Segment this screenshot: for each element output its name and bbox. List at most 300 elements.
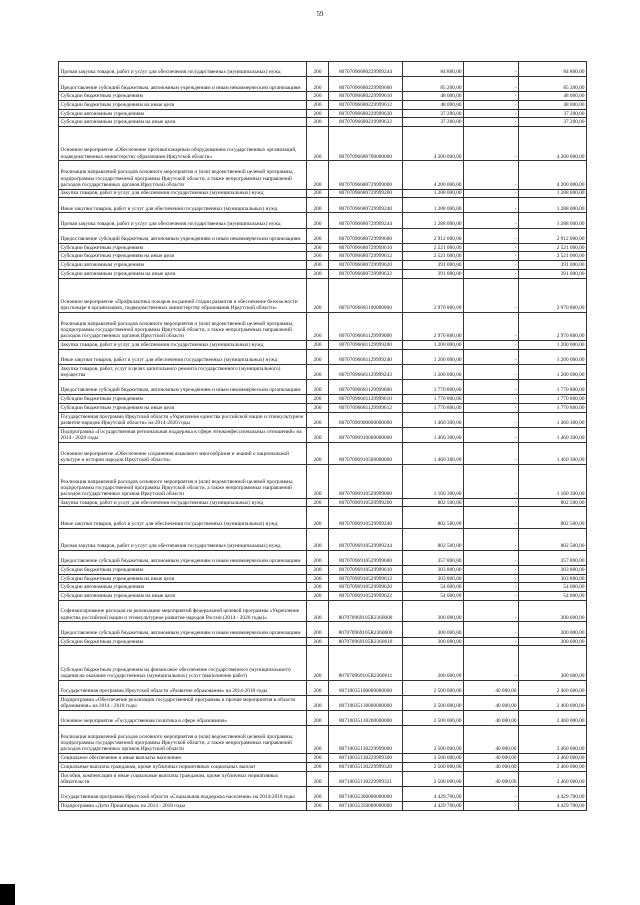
row-amount-cell: 85 200,00 — [403, 77, 464, 92]
row-csr-cell: 80707096910000000000 — [329, 427, 403, 442]
row-csr-cell: 80707096680229999620 — [329, 109, 403, 118]
row-total-cell: 2 460 000,00 — [519, 762, 587, 771]
row-change-cell: - — [464, 403, 519, 412]
table-row — [59, 771, 587, 786]
row-name-cell: Подпрограмма «Государственная региональная поддержка в сфере этноконфессиональных отношений» на 2014 - 2020 годы — [59, 427, 307, 442]
row-csr-cell: 80707096681129999000 — [329, 312, 403, 340]
row-csr-cell: 80707096680729999622 — [329, 269, 403, 278]
row-change-cell: - — [464, 464, 519, 498]
row-name-cell: Софинансирование расходов на реализацию мероприятий федеральной целевой программы «Укрепление единства российской нации и этнокультурное развитие народов России (2014 - 2020 годы)» — [59, 600, 307, 622]
row-csr-cell: 80707096910529999620 — [329, 583, 403, 592]
row-change-cell: - — [464, 243, 519, 252]
row-glv-cell: 200 — [307, 529, 329, 551]
row-glv-cell: 200 — [307, 77, 329, 92]
row-csr-cell: 80707096910529999200 — [329, 498, 403, 507]
table-row — [59, 498, 587, 507]
row-name-cell: Субсидии бюджетным учреждениям на иные цели — [59, 252, 307, 261]
table-row — [59, 442, 587, 464]
row-glv-cell: 200 — [307, 507, 329, 529]
row-total-cell: 2 460 000,00 — [519, 726, 587, 754]
row-csr-cell: 80707096681129999243 — [329, 364, 403, 379]
table-row — [59, 529, 587, 551]
row-name-cell: Иные закупки товаров, работ и услуг для обеспечения государственных (муниципальных) нужд — [59, 198, 307, 213]
row-csr-cell: 807070969105R2360000 — [329, 600, 403, 622]
row-csr-cell: 80707096681129999612 — [329, 403, 403, 412]
row-change-cell: - — [464, 127, 519, 161]
row-total-cell: 802 500,00 — [519, 507, 587, 529]
row-csr-cell: 80707096680729999240 — [329, 198, 403, 213]
row-csr-cell: 80710035300000000000 — [329, 786, 403, 801]
table-row — [59, 695, 587, 710]
table-row — [59, 566, 587, 575]
row-change-cell: - — [464, 198, 519, 213]
row-name-cell: Субсидии бюджетным учреждениям на финансовое обеспечение государственного (муниципального) задания на оказание государственных (муниципальных) услуг (выполнение работ) — [59, 646, 307, 680]
row-amount-cell: 1 770 800,00 — [403, 379, 464, 394]
row-glv-cell: 200 — [307, 802, 329, 811]
table-row — [59, 252, 587, 261]
row-name-cell: Предоставление субсидий бюджетным, автономным учреждениям и иным некоммерческим организациям — [59, 228, 307, 243]
row-glv-cell: 200 — [307, 412, 329, 427]
row-name-cell: Субсидии бюджетным учреждениям — [59, 395, 307, 404]
row-total-cell: 54 000,00 — [519, 592, 587, 601]
row-glv-cell: 200 — [307, 622, 329, 637]
row-csr-cell: 80707096680229999600 — [329, 77, 403, 92]
row-csr-cell: 80707096680729999612 — [329, 252, 403, 261]
row-csr-cell: 80707096680729999610 — [329, 243, 403, 252]
row-total-cell: 2 912 000,00 — [519, 228, 587, 243]
row-csr-cell: 80707096910529999244 — [329, 529, 403, 551]
row-name-cell: Субсидии бюджетным учреждениям — [59, 566, 307, 575]
page-number: 59 — [316, 10, 324, 18]
row-csr-cell: 80707096680729999244 — [329, 213, 403, 228]
row-amount-cell: 2 970 800,00 — [403, 312, 464, 340]
row-amount-cell: 2 912 000,00 — [403, 228, 464, 243]
row-amount-cell: 1 200 000,00 — [403, 340, 464, 349]
row-change-cell: - — [464, 395, 519, 404]
table-row — [59, 127, 587, 161]
row-glv-cell: 200 — [307, 312, 329, 340]
row-glv-cell: 200 — [307, 364, 329, 379]
table-row — [59, 507, 587, 529]
row-name-cell: Предоставление субсидий бюджетным, автономным учреждениям и иным некоммерческим организациям — [59, 622, 307, 637]
table-row — [59, 312, 587, 340]
table-row — [59, 349, 587, 364]
row-change-cell: 40 000,00 — [464, 754, 519, 763]
row-name-cell: Социальные выплаты гражданам, кроме публичных нормативных социальных выплат — [59, 762, 307, 771]
row-amount-cell: 357 800,00 — [403, 550, 464, 565]
row-total-cell: 1 200 000,00 — [519, 340, 587, 349]
row-name-cell: Реализация направлений расходов основного мероприятия и (или) ведомственной целевой программы, подпрограммы государственной программы Иркутской области, а также непрограммных направлений расходов государственных органов Иркутской области — [59, 312, 307, 340]
row-change-cell: - — [464, 646, 519, 680]
row-change-cell: - — [464, 412, 519, 427]
row-csr-cell: 80707096681129999600 — [329, 379, 403, 394]
table-row — [59, 592, 587, 601]
row-glv-cell: 200 — [307, 101, 329, 110]
row-change-cell: - — [464, 802, 519, 811]
row-change-cell: - — [464, 364, 519, 379]
row-total-cell: 2 521 000,00 — [519, 252, 587, 261]
row-change-cell: - — [464, 600, 519, 622]
row-total-cell: 1 288 000,00 — [519, 213, 587, 228]
table-row — [59, 340, 587, 349]
row-glv-cell: 200 — [307, 592, 329, 601]
row-amount-cell: 1 288 000,00 — [403, 189, 464, 198]
row-name-cell: Государственная программа Иркутской области «Укрепление единства российской нации и этнокультурное развитие народов Иркутской области» на 2014-2020 годы — [59, 412, 307, 427]
row-change-cell: - — [464, 77, 519, 92]
row-total-cell: 300 000,00 — [519, 622, 587, 637]
row-amount-cell: 2 500 000,00 — [403, 771, 464, 786]
row-csr-cell: 80710035100000000000 — [329, 680, 403, 695]
row-csr-cell: 80707096680229999610 — [329, 92, 403, 101]
row-total-cell: 300 000,00 — [519, 600, 587, 622]
row-amount-cell: 1 770 800,00 — [403, 395, 464, 404]
row-name-cell: Социальное обеспечение и иные выплаты населению — [59, 754, 307, 763]
table-row — [59, 762, 587, 771]
row-amount-cell: 2 500 000,00 — [403, 710, 464, 725]
row-change-cell: 40 000,00 — [464, 762, 519, 771]
table-row — [59, 622, 587, 637]
row-amount-cell: 300 000,00 — [403, 646, 464, 680]
row-change-cell: - — [464, 161, 519, 189]
row-amount-cell: 2 521 000,00 — [403, 243, 464, 252]
row-total-cell: 4 200 000,00 — [519, 127, 587, 161]
row-total-cell: 2 460 000,00 — [519, 695, 587, 710]
row-csr-cell: 80710035130000000000 — [329, 695, 403, 710]
row-name-cell: Закупка товаров, работ и услуг для обеспечения государственных (муниципальных) нужд — [59, 498, 307, 507]
row-total-cell: 303 800,00 — [519, 566, 587, 575]
row-amount-cell: 1 288 000,00 — [403, 198, 464, 213]
table-row — [59, 92, 587, 101]
row-glv-cell: 200 — [307, 379, 329, 394]
row-csr-cell: 80707096680729999200 — [329, 189, 403, 198]
row-csr-cell: 80707096910529999610 — [329, 566, 403, 575]
row-total-cell: 1 770 800,00 — [519, 395, 587, 404]
row-glv-cell: 200 — [307, 109, 329, 118]
table-row — [59, 62, 587, 77]
table-row — [59, 228, 587, 243]
row-change-cell: - — [464, 427, 519, 442]
table-row — [59, 118, 587, 127]
row-amount-cell: 300 000,00 — [403, 622, 464, 637]
row-glv-cell: 200 — [307, 550, 329, 565]
table-row — [59, 403, 587, 412]
row-amount-cell: 2 500 000,00 — [403, 754, 464, 763]
row-amount-cell: 37 200,00 — [403, 109, 464, 118]
row-total-cell: 84 800,00 — [519, 62, 587, 77]
row-name-cell: Прочая закупка товаров, работ и услуг для обеспечения государственных (муниципальных) нужд — [59, 213, 307, 228]
row-glv-cell: 200 — [307, 198, 329, 213]
row-amount-cell: 802 500,00 — [403, 507, 464, 529]
row-amount-cell: 300 000,00 — [403, 637, 464, 646]
row-total-cell: 300 000,00 — [519, 637, 587, 646]
row-amount-cell: 1 200 000,00 — [403, 364, 464, 379]
row-change-cell: - — [464, 340, 519, 349]
row-csr-cell: 80707096681129999200 — [329, 340, 403, 349]
row-amount-cell: 802 500,00 — [403, 498, 464, 507]
row-csr-cell: 80707096680229999622 — [329, 118, 403, 127]
row-change-cell: - — [464, 622, 519, 637]
row-glv-cell: 200 — [307, 583, 329, 592]
row-glv-cell: 200 — [307, 243, 329, 252]
row-total-cell: 85 200,00 — [519, 77, 587, 92]
row-csr-cell: 80710035130229999300 — [329, 754, 403, 763]
row-amount-cell: 4 200 000,00 — [403, 127, 464, 161]
row-name-cell: Субсидии автономным учреждениям на иные цели — [59, 592, 307, 601]
row-amount-cell: 4 200 000,00 — [403, 161, 464, 189]
row-csr-cell: 80707096680729999600 — [329, 228, 403, 243]
row-amount-cell: 303 800,00 — [403, 566, 464, 575]
row-change-cell: - — [464, 529, 519, 551]
row-csr-cell: 80710035350000000000 — [329, 802, 403, 811]
row-change-cell: 40 000,00 — [464, 726, 519, 754]
row-amount-cell: 1 460 300,00 — [403, 412, 464, 427]
row-change-cell: - — [464, 189, 519, 198]
row-change-cell: - — [464, 566, 519, 575]
row-name-cell: Субсидии автономным учреждениям — [59, 583, 307, 592]
row-total-cell: 357 800,00 — [519, 550, 587, 565]
row-glv-cell: 200 — [307, 726, 329, 754]
row-amount-cell: 1 460 300,00 — [403, 427, 464, 442]
row-amount-cell: 1 160 300,00 — [403, 464, 464, 498]
row-total-cell: 4 429 700,00 — [519, 786, 587, 801]
row-csr-cell: 80710035130200000000 — [329, 710, 403, 725]
row-total-cell: 2 460 000,00 — [519, 771, 587, 786]
row-total-cell: 2 460 000,00 — [519, 680, 587, 695]
row-total-cell: 2 970 800,00 — [519, 312, 587, 340]
row-name-cell: Предоставление субсидий бюджетным, автономным учреждениям и иным некоммерческим организациям — [59, 550, 307, 565]
table-row — [59, 754, 587, 763]
row-change-cell: - — [464, 269, 519, 278]
row-total-cell: 1 160 300,00 — [519, 464, 587, 498]
table-row — [59, 412, 587, 427]
row-csr-cell: 80707096910500000000 — [329, 442, 403, 464]
row-change-cell: - — [464, 228, 519, 243]
row-total-cell: 1 200 000,00 — [519, 349, 587, 364]
table-row — [59, 427, 587, 442]
row-glv-cell: 200 — [307, 349, 329, 364]
row-amount-cell: 391 000,00 — [403, 269, 464, 278]
row-amount-cell: 1 288 000,00 — [403, 213, 464, 228]
row-amount-cell: 1 460 300,00 — [403, 442, 464, 464]
table-row — [59, 802, 587, 811]
row-total-cell: 2 460 000,00 — [519, 754, 587, 763]
table-row — [59, 109, 587, 118]
row-change-cell: - — [464, 92, 519, 101]
row-amount-cell: 2 500 000,00 — [403, 695, 464, 710]
row-total-cell: 391 000,00 — [519, 269, 587, 278]
table-row — [59, 583, 587, 592]
row-glv-cell: 200 — [307, 637, 329, 646]
row-total-cell: 1 770 800,00 — [519, 379, 587, 394]
row-name-cell: Субсидии бюджетным учреждениям на иные цели — [59, 101, 307, 110]
row-name-cell: Реализация направлений расходов основного мероприятия и (или) ведомственной целевой программы, подпрограммы государственной программы Иркутской области, а также непрограммных направлений расходов государственных органов Иркутской области — [59, 161, 307, 189]
row-total-cell: 1 460 300,00 — [519, 412, 587, 427]
row-glv-cell: 200 — [307, 754, 329, 763]
row-amount-cell: 4 429 700,00 — [403, 786, 464, 801]
row-amount-cell: 303 800,00 — [403, 574, 464, 583]
row-csr-cell: 807070969105R2360611 — [329, 646, 403, 680]
row-change-cell: - — [464, 109, 519, 118]
scan-edge-mark — [0, 884, 15, 905]
row-glv-cell: 200 — [307, 762, 329, 771]
row-name-cell: Реализация направлений расходов основного мероприятия и (или) ведомственной целевой программы, подпрограммы государственной программы Иркутской области, а также непрограммных направлений расходов государственных органов Иркутской области — [59, 464, 307, 498]
row-name-cell: Прочая закупка товаров, работ и услуг для обеспечения государственных (муниципальных) нужд — [59, 62, 307, 77]
row-total-cell: 1 770 800,00 — [519, 403, 587, 412]
row-glv-cell: 200 — [307, 269, 329, 278]
row-csr-cell: 80707096910529999600 — [329, 550, 403, 565]
row-total-cell: 4 429 700,00 — [519, 802, 587, 811]
row-total-cell: 4 200 000,00 — [519, 161, 587, 189]
table-row — [59, 243, 587, 252]
row-change-cell: - — [464, 550, 519, 565]
row-change-cell: 40 000,00 — [464, 710, 519, 725]
row-name-cell: Основное мероприятие «Профилактика пожаров на ранней стадии развития и обеспечение безопасности при пожаре в организациях, подведомственных министерству образования Иркутской области» — [59, 278, 307, 312]
row-glv-cell: 200 — [307, 427, 329, 442]
row-amount-cell: 48 000,00 — [403, 92, 464, 101]
row-glv-cell: 200 — [307, 127, 329, 161]
row-glv-cell: 200 — [307, 710, 329, 725]
table-row — [59, 637, 587, 646]
row-glv-cell: 200 — [307, 92, 329, 101]
row-name-cell: Государственная программа Иркутской области «Развитие образования» на 2014-2018 годы — [59, 680, 307, 695]
row-name-cell: Субсидии автономным учреждениям на иные цели — [59, 269, 307, 278]
table-row — [59, 786, 587, 801]
row-csr-cell: 807070969105R2360600 — [329, 622, 403, 637]
row-name-cell: Основное мероприятие «Обеспечение противопожарным оборудованием государственных организаций, подведомственных министерству образования Иркутской области» — [59, 127, 307, 161]
row-change-cell: - — [464, 637, 519, 646]
row-glv-cell: 200 — [307, 278, 329, 312]
table-row — [59, 395, 587, 404]
row-csr-cell: 80707096680700000000 — [329, 127, 403, 161]
row-change-cell: - — [464, 261, 519, 270]
row-glv-cell: 200 — [307, 695, 329, 710]
table-row — [59, 574, 587, 583]
row-change-cell: - — [464, 62, 519, 77]
row-name-cell: Иные закупки товаров, работ и услуг для обеспечения государственных (муниципальных) нужд — [59, 507, 307, 529]
row-name-cell: Субсидии автономным учреждениям на иные цели — [59, 118, 307, 127]
row-amount-cell: 2 500 000,00 — [403, 726, 464, 754]
row-total-cell: 802 500,00 — [519, 529, 587, 551]
row-csr-cell: 80707096910529999622 — [329, 592, 403, 601]
row-change-cell: - — [464, 213, 519, 228]
row-total-cell: 802 500,00 — [519, 498, 587, 507]
row-glv-cell: 200 — [307, 261, 329, 270]
row-amount-cell: 54 000,00 — [403, 583, 464, 592]
row-change-cell: - — [464, 498, 519, 507]
row-amount-cell: 54 000,00 — [403, 592, 464, 601]
row-name-cell: Субсидии бюджетным учреждениям — [59, 637, 307, 646]
row-csr-cell: 80707096681100000000 — [329, 278, 403, 312]
row-name-cell: Субсидии бюджетным учреждениям на иные цели — [59, 574, 307, 583]
row-total-cell: 1 288 000,00 — [519, 189, 587, 198]
row-name-cell: Предоставление субсидий бюджетным, автономным учреждениям и иным некоммерческим организациям — [59, 379, 307, 394]
row-name-cell: Субсидии автономным учреждениям — [59, 261, 307, 270]
row-glv-cell: 200 — [307, 228, 329, 243]
row-total-cell: 1 200 000,00 — [519, 364, 587, 379]
row-csr-cell: 80707096681129999610 — [329, 395, 403, 404]
row-change-cell: - — [464, 379, 519, 394]
row-name-cell: Государственная программа Иркутской области «Социальная поддержка населения» на 2014-2018 годы — [59, 786, 307, 801]
row-glv-cell: 200 — [307, 646, 329, 680]
row-csr-cell: 80710035130229999320 — [329, 762, 403, 771]
table-row — [59, 600, 587, 622]
row-glv-cell: 200 — [307, 498, 329, 507]
row-total-cell: 2 521 000,00 — [519, 243, 587, 252]
table-row — [59, 710, 587, 725]
row-csr-cell: 80710035130229999321 — [329, 771, 403, 786]
row-amount-cell: 37 200,00 — [403, 118, 464, 127]
row-glv-cell: 200 — [307, 442, 329, 464]
table-row — [59, 278, 587, 312]
row-glv-cell: 200 — [307, 786, 329, 801]
row-change-cell: - — [464, 583, 519, 592]
row-name-cell: Иные закупки товаров, работ и услуг для обеспечения государственных (муниципальных) нужд — [59, 349, 307, 364]
row-change-cell: - — [464, 786, 519, 801]
row-amount-cell: 4 429 700,00 — [403, 802, 464, 811]
row-glv-cell: 200 — [307, 189, 329, 198]
row-glv-cell: 200 — [307, 252, 329, 261]
row-name-cell: Закупка товаров, работ, услуг в целях капитального ремонта государственного (муниципального) имущества — [59, 364, 307, 379]
row-glv-cell: 200 — [307, 161, 329, 189]
row-name-cell: Реализация направлений расходов основного мероприятия и (или) ведомственной целевой программы, подпрограммы государственной программы Иркутской области, а также непрограммных направлений расходов государственных органов Иркутской области — [59, 726, 307, 754]
row-amount-cell: 2 521 000,00 — [403, 252, 464, 261]
row-total-cell: 300 000,00 — [519, 646, 587, 680]
row-csr-cell: 80707096680729999620 — [329, 261, 403, 270]
table-row — [59, 269, 587, 278]
row-glv-cell: 200 — [307, 395, 329, 404]
row-glv-cell: 200 — [307, 62, 329, 77]
row-amount-cell: 2 500 000,00 — [403, 762, 464, 771]
row-glv-cell: 200 — [307, 680, 329, 695]
table-row — [59, 646, 587, 680]
table-row — [59, 464, 587, 498]
row-total-cell: 48 000,00 — [519, 92, 587, 101]
row-change-cell: 40 000,00 — [464, 695, 519, 710]
row-amount-cell: 84 800,00 — [403, 62, 464, 77]
row-change-cell: - — [464, 252, 519, 261]
row-name-cell: Субсидии бюджетным учреждениям — [59, 92, 307, 101]
table-row — [59, 198, 587, 213]
row-name-cell: Прочая закупка товаров, работ и услуг для обеспечения государственных (муниципальных) нужд — [59, 529, 307, 551]
row-name-cell: Субсидии бюджетным учреждениям — [59, 243, 307, 252]
table-row — [59, 161, 587, 189]
row-amount-cell: 2 500 000,00 — [403, 680, 464, 695]
row-total-cell: 48 000,00 — [519, 101, 587, 110]
row-change-cell: - — [464, 118, 519, 127]
row-name-cell: Субсидии бюджетным учреждениям на иные цели — [59, 403, 307, 412]
row-glv-cell: 200 — [307, 464, 329, 498]
row-total-cell: 37 200,00 — [519, 109, 587, 118]
row-total-cell: 1 288 000,00 — [519, 198, 587, 213]
row-name-cell: Подпрограмма «Обеспечение реализации государственной программы и прочие мероприятия в области образования» на 2014 - 2018 годы — [59, 695, 307, 710]
table-row — [59, 364, 587, 379]
row-glv-cell: 200 — [307, 118, 329, 127]
table-row — [59, 726, 587, 754]
row-csr-cell: 807070969105R2360610 — [329, 637, 403, 646]
row-total-cell: 1 460 300,00 — [519, 427, 587, 442]
row-total-cell: 391 000,00 — [519, 261, 587, 270]
row-amount-cell: 1 770 800,00 — [403, 403, 464, 412]
row-change-cell: - — [464, 312, 519, 340]
row-glv-cell: 200 — [307, 340, 329, 349]
table-row — [59, 261, 587, 270]
row-amount-cell: 802 500,00 — [403, 529, 464, 551]
row-name-cell: Подпрограмма «Дети Приангарья» на 2014 - 2018 годы — [59, 802, 307, 811]
row-glv-cell: 200 — [307, 771, 329, 786]
row-csr-cell: 80707096900000000000 — [329, 412, 403, 427]
row-csr-cell: 80707096910529999612 — [329, 574, 403, 583]
row-csr-cell: 80707096680229999244 — [329, 62, 403, 77]
